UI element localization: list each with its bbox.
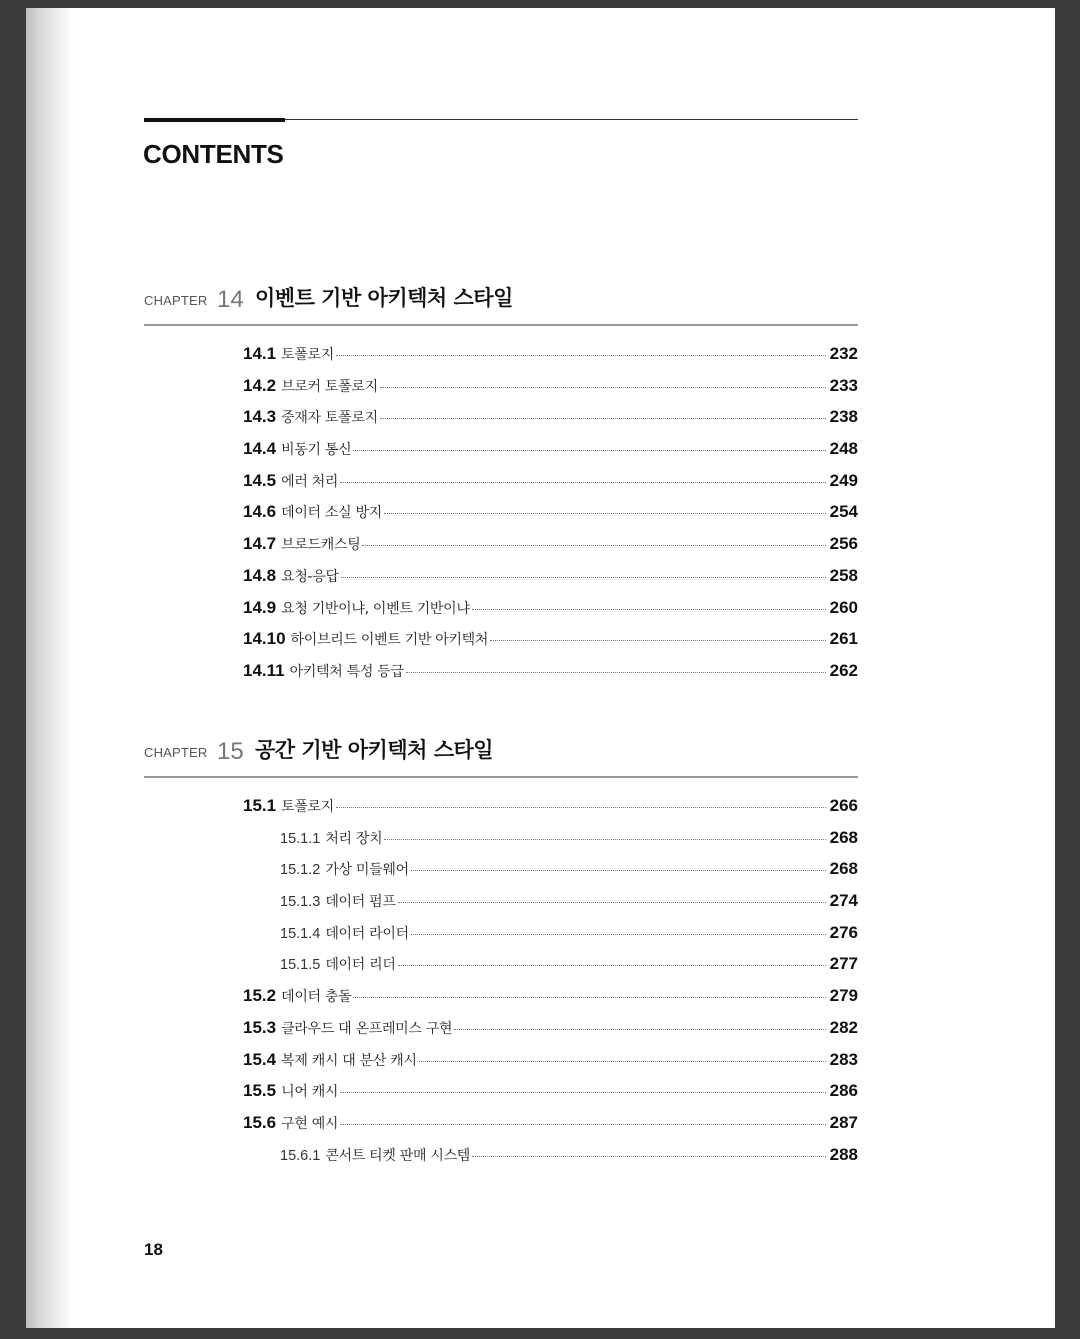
toc-entry[interactable] <box>144 1113 858 1145</box>
chapter-number: 14 <box>217 286 244 313</box>
toc-entry-page: 287 <box>829 1112 858 1132</box>
toc-entry-page: 288 <box>829 1144 858 1164</box>
dot-leader <box>362 545 825 546</box>
toc-entry[interactable] <box>144 1081 858 1113</box>
dot-leader <box>472 609 826 610</box>
toc-entry-title: 아키텍처 특성 등급 <box>289 663 404 680</box>
toc-entry[interactable] <box>144 439 858 471</box>
toc-entry[interactable] <box>144 1050 858 1082</box>
chapter-heading <box>144 280 858 316</box>
toc-entry[interactable] <box>144 828 858 860</box>
toc-entry-title: 에러 처리 <box>281 473 339 490</box>
toc-entry[interactable] <box>144 502 858 534</box>
toc-entry-title: 콘서트 티켓 판매 시스템 <box>325 1147 471 1164</box>
toc-entry-number: 15.1.3 <box>280 894 321 911</box>
toc-entry-page: 283 <box>829 1049 858 1069</box>
dot-leader <box>340 482 825 483</box>
toc-entry-title: 브로커 토폴로지 <box>281 378 378 395</box>
header-rule-accent <box>144 118 285 122</box>
toc-entry[interactable] <box>144 376 858 408</box>
chapter-title: 이벤트 기반 아키텍처 스타일 <box>255 286 513 310</box>
toc-entry-title: 처리 장치 <box>325 830 383 847</box>
toc-entry-page: 268 <box>829 827 858 847</box>
toc-entry-number: 15.4 <box>243 1049 277 1069</box>
chapter-15-section <box>144 732 858 1176</box>
toc-entry-page: 276 <box>829 922 858 942</box>
toc-entry[interactable] <box>144 344 858 376</box>
dot-leader <box>406 672 826 673</box>
book-page <box>26 8 1055 1328</box>
toc-entry-title: 니어 캐시 <box>281 1084 339 1101</box>
toc-entry-page: 266 <box>829 796 858 815</box>
dot-leader <box>340 1092 825 1093</box>
dot-leader <box>398 965 826 966</box>
toc-entry-title: 데이터 충돌 <box>281 989 352 1006</box>
toc-entry[interactable] <box>144 1145 858 1177</box>
toc-entry-number: 14.2 <box>243 375 277 395</box>
chapter-title: 공간 기반 아키텍처 스타일 <box>255 738 494 762</box>
toc-entry-number: 15.1.1 <box>280 830 321 847</box>
page-number: 18 <box>144 1240 163 1259</box>
toc-entry[interactable] <box>144 954 858 986</box>
chapter-rule <box>144 776 858 778</box>
toc-entry-number: 15.1.4 <box>280 925 321 942</box>
page-title: CONTENTS <box>143 139 284 169</box>
toc-entry-number: 15.1.5 <box>280 957 321 974</box>
toc-entry-number: 15.5 <box>243 1081 277 1101</box>
chapter-number: 15 <box>217 738 244 765</box>
toc-entry-title: 데이터 라이터 <box>325 925 409 942</box>
toc-entry-page: 262 <box>829 660 858 680</box>
toc-entry-number: 14.9 <box>243 597 277 617</box>
toc-entry[interactable] <box>144 891 858 923</box>
toc-entry-number: 15.2 <box>243 986 277 1006</box>
toc-entry-title: 비동기 통신 <box>281 442 352 459</box>
dot-leader <box>384 513 826 514</box>
dot-leader <box>336 807 826 808</box>
toc-entry-number: 14.1 <box>243 344 277 363</box>
toc-entry-number: 14.8 <box>243 565 277 585</box>
dot-leader <box>472 1156 826 1157</box>
toc-entry[interactable] <box>144 629 858 661</box>
dot-leader <box>419 1061 826 1062</box>
toc-entry-page: 277 <box>829 954 858 974</box>
toc-entry-page: 268 <box>829 859 858 879</box>
toc-entry-number: 15.1 <box>243 796 277 815</box>
chapter-heading <box>144 732 858 768</box>
chapter-label: CHAPTER <box>144 745 208 760</box>
chapter-rule <box>144 324 858 326</box>
toc-entry-number: 15.3 <box>243 1017 277 1037</box>
toc-entry-number: 15.6 <box>243 1112 277 1132</box>
toc-entry-title: 요청 기반이냐, 이벤트 기반이냐 <box>281 600 470 617</box>
toc-entry-title: 복제 캐시 대 분산 캐시 <box>281 1052 417 1069</box>
toc-entry-title: 구현 예시 <box>281 1115 339 1132</box>
toc-entry-title: 하이브리드 이벤트 기반 아키텍처 <box>290 632 489 649</box>
toc-entry-page: 260 <box>829 597 858 617</box>
toc-entry-page: 261 <box>829 629 858 649</box>
toc-entry-page: 258 <box>829 565 858 585</box>
toc-entry-title: 가상 미들웨어 <box>325 862 409 879</box>
toc-entry-title: 토폴로지 <box>281 347 334 363</box>
dot-leader <box>398 902 826 903</box>
toc-entry[interactable] <box>144 407 858 439</box>
toc-entry-title: 데이터 펌프 <box>325 894 396 911</box>
toc-entry-number: 15.6.1 <box>280 1147 321 1164</box>
toc-entry[interactable] <box>144 598 858 630</box>
toc-entry-page: 249 <box>829 470 858 490</box>
dot-leader <box>340 1124 825 1125</box>
toc-entry-page: 286 <box>829 1081 858 1101</box>
toc-entry-page: 248 <box>829 439 858 459</box>
dot-leader <box>380 387 826 388</box>
toc-entry-title: 요청-응답 <box>281 568 339 585</box>
toc-entry[interactable] <box>144 859 858 891</box>
toc-entry-title: 데이터 리더 <box>325 957 396 974</box>
dot-leader <box>454 1029 825 1030</box>
page-gutter-shadow <box>26 8 74 1328</box>
dot-leader <box>384 839 825 840</box>
toc-entry[interactable] <box>144 534 858 566</box>
toc-entry-number: 14.11 <box>243 660 285 680</box>
toc-entry[interactable] <box>144 796 858 828</box>
toc-entry-page: 274 <box>829 891 858 911</box>
toc-entry[interactable] <box>144 1018 858 1050</box>
toc-entry-title: 중재자 토폴로지 <box>281 410 378 427</box>
dot-leader <box>380 418 826 419</box>
toc-entry-number: 14.10 <box>243 629 286 649</box>
toc-entry-title: 클라우드 대 온프레미스 구현 <box>281 1020 453 1037</box>
toc-entry[interactable] <box>144 661 858 693</box>
dot-leader <box>336 355 826 356</box>
toc-entry-number: 15.1.2 <box>280 862 321 879</box>
toc-entry[interactable] <box>144 566 858 598</box>
toc-entry-title: 데이터 소실 방지 <box>281 505 382 522</box>
toc-entry-page: 282 <box>829 1017 858 1037</box>
toc-entry-page: 256 <box>829 534 858 554</box>
dot-leader <box>341 577 826 578</box>
dot-leader <box>353 997 825 998</box>
toc-list <box>144 344 858 693</box>
toc-entry-page: 233 <box>829 375 858 395</box>
dot-leader <box>411 870 826 871</box>
toc-entry-title: 토폴로지 <box>281 799 334 815</box>
dot-leader <box>411 934 826 935</box>
toc-entry-page: 279 <box>829 986 858 1006</box>
toc-entry-number: 14.7 <box>243 534 277 554</box>
toc-entry-page: 232 <box>829 344 858 363</box>
toc-entry-title: 브로드캐스팅 <box>281 537 361 554</box>
toc-entry-number: 14.3 <box>243 407 277 427</box>
chapter-14-section <box>144 280 858 693</box>
toc-entry-number: 14.4 <box>243 439 277 459</box>
toc-entry-page: 238 <box>829 407 858 427</box>
toc-entry-number: 14.6 <box>243 502 277 522</box>
toc-list <box>144 796 858 1176</box>
toc-entry[interactable] <box>144 471 858 503</box>
toc-entry-number: 14.5 <box>243 470 277 490</box>
toc-entry[interactable] <box>144 923 858 955</box>
toc-entry-page: 254 <box>829 502 858 522</box>
dot-leader <box>353 450 825 451</box>
dot-leader <box>490 640 825 641</box>
toc-entry[interactable] <box>144 986 858 1018</box>
chapter-label: CHAPTER <box>144 293 208 308</box>
